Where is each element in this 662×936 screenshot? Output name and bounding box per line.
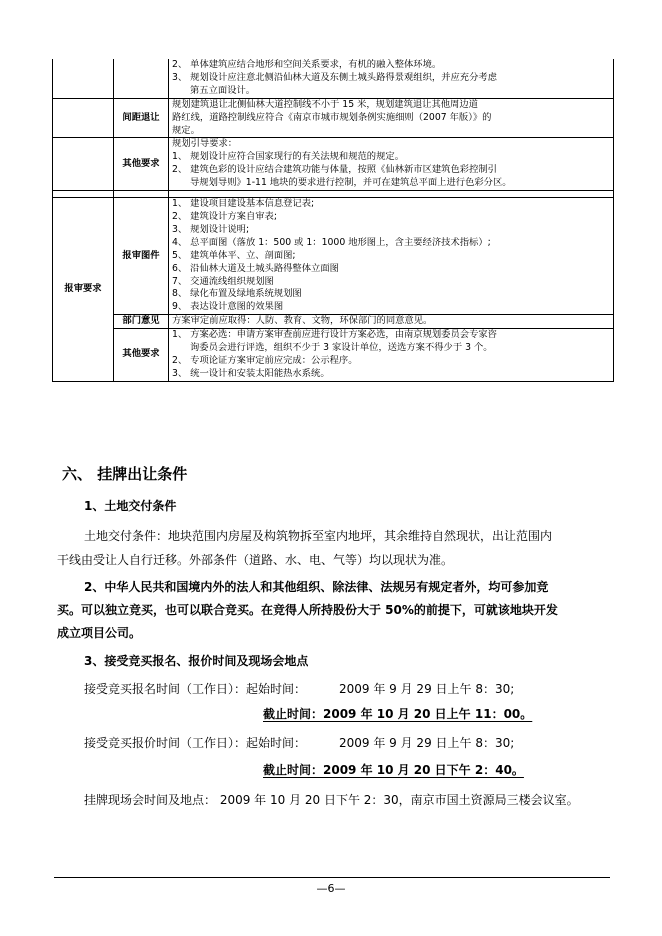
- other-requirements-label: 其他要求: [114, 138, 169, 191]
- list-item: 9、 表达设计意图的效果图: [172, 301, 284, 313]
- registration-deadline: 截止时间：2009 年 10 月 20 日上午 11：00。: [263, 707, 533, 721]
- paragraph-line: 买。可以独立竞买，也可以联合竞买。在竞得人所持股份大于 50%的前提下，可就该地块开发: [57, 603, 558, 617]
- table-cell-empty: [114, 59, 169, 98]
- table-row: [53, 198, 614, 315]
- planning-requirements-table: [52, 59, 614, 382]
- list-item: 2、 建筑设计方案自审表;: [172, 210, 277, 222]
- list-item: 5、 建筑单体平、立、剖面图;: [172, 249, 296, 261]
- list-item: 规定。: [172, 124, 200, 136]
- list-item: 7、 交通流线组织规划图: [172, 275, 274, 287]
- setback-cell: [169, 98, 614, 138]
- meeting-info: 挂牌现场会时间及地点： 2009 年 10 月 20 日下午 2：30，南京市国土资源局三楼会议室。: [84, 793, 579, 807]
- table-row: [53, 59, 614, 98]
- registration-start-value: 2009 年 9 月 29 日上午 8：30;: [339, 682, 515, 696]
- table-cell-empty: [53, 138, 114, 191]
- list-item: 1、 规划设计应符合国家现行的有关法规和规范的规定。: [172, 151, 404, 163]
- list-item: 规划引导要求：: [172, 138, 238, 150]
- registration-start-label: 接受竞买报名时间（工作日）：起始时间：: [84, 682, 307, 696]
- table-row: [53, 329, 614, 382]
- list-item: 2、 单体建筑应结合地形和空间关系要求，有机的融入整体环境。: [172, 59, 442, 70]
- list-item: 2、 专项论证方案审定前应完成：公示程序。: [172, 354, 358, 366]
- list-item: 导规划导则》1-11 地块的要求进行控制，并可在建筑总平面上进行色彩分区。: [190, 177, 512, 189]
- report-drawings-label: 报审图件: [114, 198, 169, 315]
- list-item: 规划建筑退让北侧仙林大道控制线不小于 15 米，规划建筑退让其他周边道: [172, 98, 478, 110]
- table-row: [53, 191, 614, 198]
- subsection-heading: 3、接受竞买报名、报价时间及现场会地点: [84, 654, 309, 668]
- report-requirements-label: 报审要求: [53, 198, 114, 382]
- table-cell-empty: [53, 98, 114, 138]
- table-cell-empty: [53, 59, 114, 98]
- paragraph-line: 土地交付条件：地块范围内房屋及构筑物拆至室内地坪，其余维持自然现状，出让范围内: [84, 529, 553, 543]
- dept-opinion-cell: [169, 315, 614, 329]
- subsection-heading: 1、土地交付条件: [84, 499, 177, 513]
- list-item: 路红线，道路控制线应符合《南京市城市规划条例实施细则（2007 年版）》的: [172, 111, 492, 123]
- report-other-label: 其他要求: [114, 329, 169, 382]
- list-item: 4、 总平面图（落放 1：500 或 1：1000 地形图上，含主要经济技术指标）;: [172, 236, 491, 248]
- paragraph-line: 干线由受让人自行迁移。外部条件（道路、水、电、气等）均以现状为准。: [57, 553, 454, 567]
- section-heading: 六、 挂牌出让条件: [62, 465, 188, 483]
- table-row: [53, 315, 614, 329]
- report-drawings-cell: [169, 198, 614, 315]
- other-requirements-cell: [169, 138, 614, 191]
- list-item: 询委员会进行评选，组织不少于 3 家设计单位，送选方案不得少于 3 个。: [190, 342, 493, 354]
- table-cell-empty: [53, 191, 114, 198]
- bid-deadline: 截止时间：2009 年 10 月 20 日下午 2：40。: [263, 763, 524, 777]
- list-item: 1、 方案必选：申请方案审查前应进行设计方案必选，由南京规划委员会专家咨: [172, 329, 497, 341]
- list-item: 3、 统一设计和安装太阳能热水系统。: [172, 367, 330, 379]
- list-item: 方案审定前应取得：人防、教育、文物，环保部门的同意意见。: [172, 315, 433, 327]
- list-item: 8、 绿化布置及绿地系统规划图: [172, 288, 302, 300]
- list-item: 第五立面设计。: [190, 84, 256, 96]
- dept-opinion-label: 部门意见: [114, 315, 169, 329]
- bid-start-label: 接受竞买报价时间（工作日）：起始时间：: [84, 736, 307, 750]
- table-row: [53, 98, 614, 138]
- list-item: 6、 沿仙林大道及土城头路得整体立面图: [172, 262, 339, 274]
- table-cell-empty: [114, 191, 169, 198]
- paragraph-line: 成立项目公司。: [57, 626, 142, 640]
- list-item: 2、 建筑色彩的设计应结合建筑功能与体量，按照《仙林新市区建筑色彩控制引: [172, 164, 497, 176]
- design-requirements-cell: [169, 59, 614, 98]
- list-item: 3、 规划设计应注意北侧沿仙林大道及东侧土城头路得景观组织，并应充分考虑: [172, 71, 497, 83]
- table-cell-empty: [169, 191, 614, 198]
- report-other-cell: [169, 329, 614, 382]
- table-row: [53, 138, 614, 191]
- page-number: —6—: [316, 882, 346, 895]
- list-item: 1、 建设项目建设基本信息登记表;: [172, 198, 315, 210]
- footer-divider: [54, 877, 610, 878]
- list-item: 3、 规划设计说明;: [172, 223, 250, 235]
- bid-start-value: 2009 年 9 月 29 日上午 8：30;: [339, 736, 515, 750]
- paragraph-line: 2、中华人民共和国境内外的法人和其他组织、除法律、法规另有规定者外，均可参加竞: [84, 580, 549, 594]
- setback-label: 间距退让: [114, 98, 169, 138]
